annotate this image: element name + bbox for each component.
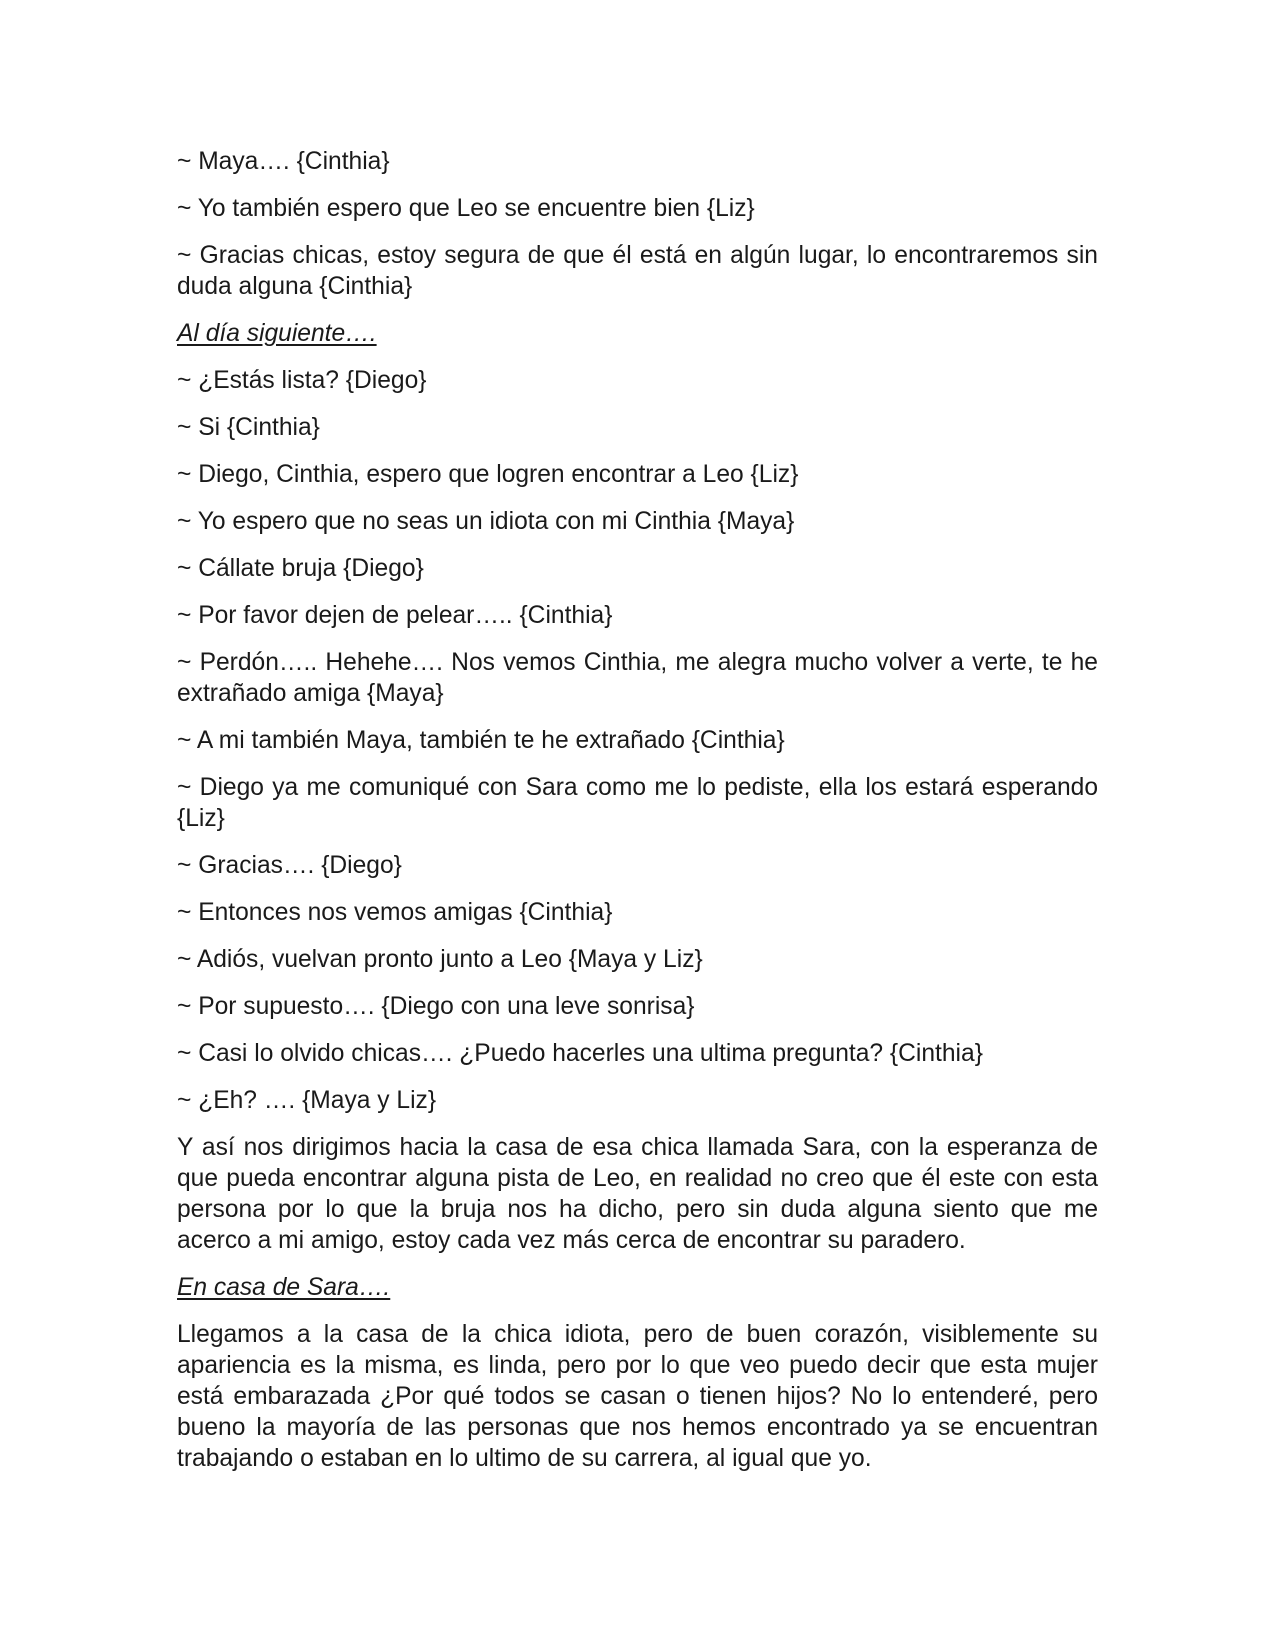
- dialogue-line: ~ Por supuesto…. {Diego con una leve sonrisa}: [177, 993, 695, 1020]
- dialogue-line: ~ Si {Cinthia}: [177, 414, 320, 441]
- narration-paragraph: Llegamos a la casa de la chica idiota, pero de buen corazón, visiblemente su apariencia es la misma, es linda, pero por lo que veo puedo decir que esta mujer está embarazada ¿Por qué todos se casan o tienen hijos? No lo entenderé, pero bueno la mayoría de las personas que nos hemos encontrado ya se encuentran trabajando o estaban en lo ultimo de su carrera, al igual que yo.: [177, 1321, 1098, 1472]
- dialogue-line: ~ Casi lo olvido chicas…. ¿Puedo hacerles una ultima pregunta? {Cinthia}: [177, 1040, 983, 1067]
- dialogue-line: ~ Perdón….. Hehehe…. Nos vemos Cinthia, me alegra mucho volver a verte, te he extrañado amiga {Maya}: [177, 649, 1098, 707]
- dialogue-line: ~ ¿Estás lista? {Diego}: [177, 367, 427, 394]
- dialogue-line: ~ Maya…. {Cinthia}: [177, 148, 390, 175]
- dialogue-line: ~ Yo también espero que Leo se encuentre bien {Liz}: [177, 195, 755, 222]
- document-page: [177, 146, 1098, 1490]
- dialogue-line: ~ Adiós, vuelvan pronto junto a Leo {Maya y Liz}: [177, 946, 703, 973]
- dialogue-line: ~ Entonces nos vemos amigas {Cinthia}: [177, 899, 613, 926]
- dialogue-line: ~ Yo espero que no seas un idiota con mi Cinthia {Maya}: [177, 508, 795, 535]
- dialogue-line: ~ Cállate bruja {Diego}: [177, 555, 424, 582]
- dialogue-line: ~ Diego ya me comuniqué con Sara como me lo pediste, ella los estará esperando {Liz}: [177, 774, 1098, 832]
- scene-heading: Al día siguiente….: [177, 320, 377, 347]
- scene-heading: En casa de Sara….: [177, 1274, 391, 1301]
- dialogue-line: ~ Gracias chicas, estoy segura de que él está en algún lugar, lo encontraremos sin duda alguna {Cinthia}: [177, 242, 1098, 300]
- dialogue-line: ~ A mi también Maya, también te he extrañado {Cinthia}: [177, 727, 785, 754]
- dialogue-line: ~ Gracias…. {Diego}: [177, 852, 402, 879]
- dialogue-line: ~ ¿Eh? …. {Maya y Liz}: [177, 1087, 437, 1114]
- narration-paragraph: Y así nos dirigimos hacia la casa de esa chica llamada Sara, con la esperanza de que pueda encontrar alguna pista de Leo, en realidad no creo que él este con esta persona por lo que la bruja nos ha dicho, pero sin duda alguna siento que me acerco a mi amigo, estoy cada vez más cerca de encontrar su paradero.: [177, 1134, 1098, 1254]
- dialogue-line: ~ Por favor dejen de pelear….. {Cinthia}: [177, 602, 613, 629]
- dialogue-line: ~ Diego, Cinthia, espero que logren encontrar a Leo {Liz}: [177, 461, 799, 488]
